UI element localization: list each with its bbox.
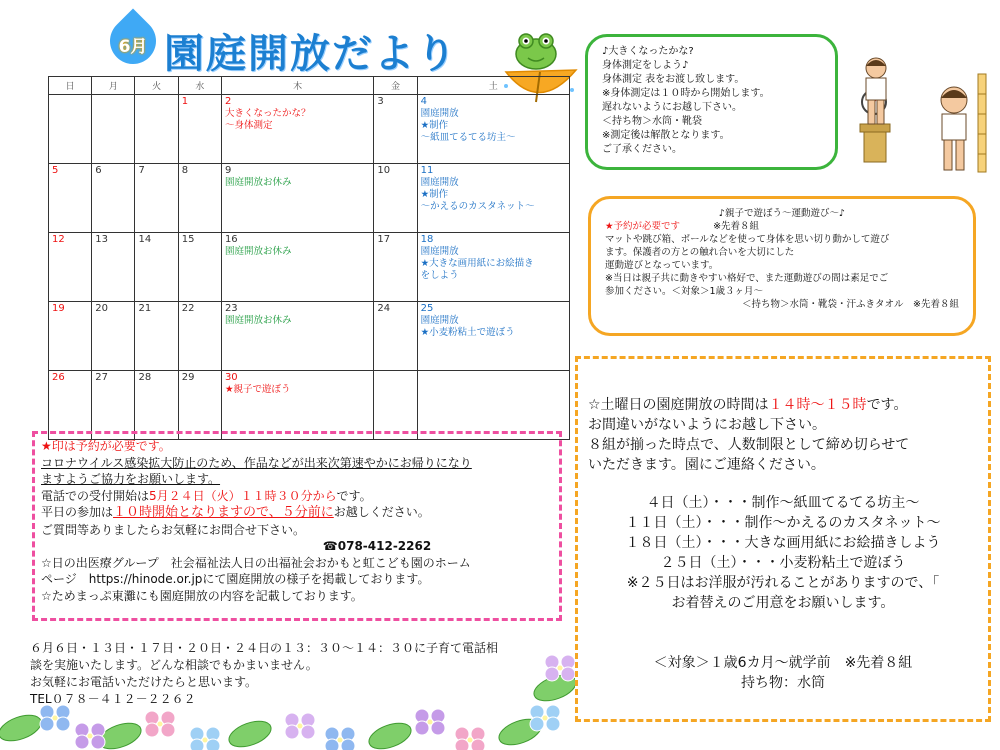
weekday-sat: 土 <box>417 77 569 95</box>
calendar-day-cell <box>417 371 569 440</box>
calendar-day-number: 6 <box>95 165 102 176</box>
weekday-thu: 木 <box>221 77 373 95</box>
calendar-day-cell <box>374 95 417 164</box>
calendar-day-cell <box>49 371 92 440</box>
consult-line: 談を実施いたします。どんな相談でもかまいません。 <box>30 658 318 672</box>
calendar-day-cell <box>135 233 178 302</box>
calendar-day-number: 25 <box>420 303 434 314</box>
measure-line: ＜持ち物＞水筒・靴袋 <box>602 116 702 127</box>
calendar-day-number: 16 <box>224 234 238 245</box>
consult-line: お気軽にお電話いただけたらと思います。 <box>30 675 258 689</box>
exercise-play-box <box>588 196 976 336</box>
consult-line: ６月６日・１３日・１７日・２０日・２４日の１３：３０〜１４：３０に子育て電話相 <box>30 641 499 655</box>
calendar-day-cell <box>178 164 221 233</box>
calendar-day-number: 26 <box>52 372 65 383</box>
exercise-items: ＜持ち物＞水筒・靴袋・汗ふきタオル ※先着８組 <box>742 299 959 310</box>
phone-consultation-note <box>30 640 560 708</box>
calendar-day-cell <box>417 164 569 233</box>
calendar-day-number: 30 <box>224 372 238 383</box>
calendar-day-number: 27 <box>95 372 108 383</box>
calendar-day-cell <box>49 233 92 302</box>
calendar-day-number: 15 <box>181 234 195 245</box>
saturday-info-box <box>575 356 991 722</box>
calendar-day-number: 14 <box>138 234 152 245</box>
saturday-line: ８組が揃った時点で、人数制限として締め切らせて <box>588 437 910 453</box>
exercise-line: 参加ください。＜対象＞1歳３ヶ月〜 <box>605 286 764 297</box>
notice-box <box>32 431 562 621</box>
calendar-day-number: 1 <box>181 96 189 107</box>
calendar-day-number: 10 <box>377 165 391 176</box>
group-note: ☆日の出医療グループ 社会福祉法人日の出福祉会おかもと虹こども園のホーム <box>41 555 471 570</box>
calendar-day-cell <box>92 302 135 371</box>
calendar-day-cell <box>374 233 417 302</box>
calendar-day-number: 4 <box>420 96 427 107</box>
weekday-start-time: １０時開始となりますので、５分前に <box>113 505 334 520</box>
month-label: 6月 <box>118 37 148 57</box>
calendar-day-cell <box>374 164 417 233</box>
covid-note: ますようご協力をお願いします。 <box>41 472 221 486</box>
calendar-day-cell <box>221 371 373 440</box>
consult-line: TEL０７８－４１２－２２６２ <box>30 692 196 706</box>
reservation-required: ★予約が必要です <box>605 221 681 232</box>
calendar-day-number: 11 <box>420 165 434 176</box>
calendar-day-cell <box>49 95 92 164</box>
covid-note: コロナウイルス感染拡大防止のため、作品などが出来次第速やかにお帰りになり <box>41 455 472 470</box>
calendar-day-number: 23 <box>224 303 238 314</box>
calendar-day-number: 5 <box>52 165 59 176</box>
exercise-line: マットや跳び箱、ボールなどを使って身体を思い切り動かして遊び <box>605 234 890 245</box>
phone-reception-date: 5月２４日（火）１１時３０分から <box>149 488 337 503</box>
exercise-line: 運動遊びとなっています。 <box>605 260 719 271</box>
calendar-day-cell <box>135 95 178 164</box>
exercise-title: ♪親子で遊ぼう〜運動遊び〜♪ <box>718 208 846 219</box>
calendar-day-cell <box>49 164 92 233</box>
calendar-day-number: 19 <box>52 303 65 314</box>
calendar-week-row <box>49 302 570 371</box>
schedule-item: ４日（土）・・・制作〜紙皿てるてる坊主〜 <box>646 495 920 511</box>
calendar-day-number: 9 <box>224 165 232 176</box>
kids-measuring-icon <box>846 54 996 184</box>
schedule-item: １１日（土）・・・制作〜かえるのカスタネット〜 <box>625 515 941 531</box>
calendar-day-number: 7 <box>138 165 145 176</box>
calendar-week-row <box>49 95 570 164</box>
measure-line: 遅れないようにお越し下さい。 <box>602 102 742 113</box>
calendar-day-cell <box>417 302 569 371</box>
calendar <box>48 76 570 440</box>
calendar-day-number: 20 <box>95 303 108 314</box>
measure-line: 身体測定 表をお渡し致します。 <box>602 74 745 85</box>
phone-number: ☎078-412-2262 <box>322 539 432 553</box>
calendar-week-row <box>49 371 570 440</box>
saturday-line: いただきます。園にご連絡ください。 <box>588 457 825 473</box>
calendar-event: 園庭開放 ★大きな画用紙にお絵描き をしよう <box>420 246 534 281</box>
raindrop-icon <box>104 12 160 74</box>
weekday-note-label: 平日の参加は <box>41 505 114 519</box>
phone-reception-suffix: です。 <box>336 488 372 503</box>
calendar-event: 園庭開放 ★小麦粉粘土で遊ぼう <box>420 315 515 338</box>
calendar-event: 園庭開放お休み <box>224 315 292 326</box>
calendar-day-cell <box>221 95 373 164</box>
calendar-day-number: 21 <box>138 303 152 314</box>
saturday-time-label: ☆土曜日の園庭開放の時間は <box>588 397 769 413</box>
calendar-day-cell <box>92 371 135 440</box>
calendar-day-number: 18 <box>420 234 434 245</box>
calendar-day-cell <box>178 302 221 371</box>
saturday-items: 持ち物：水筒 <box>741 675 825 691</box>
calendar-day-cell <box>417 233 569 302</box>
calendar-day-cell <box>135 371 178 440</box>
calendar-event: 大きくなったかな？ 〜身体測定 <box>224 108 311 131</box>
calendar-day-cell <box>221 302 373 371</box>
measure-line: ご了承ください。 <box>602 144 682 155</box>
calendar-day-cell <box>178 95 221 164</box>
calendar-day-number: 28 <box>138 372 152 383</box>
saturday-time-suffix: です。 <box>866 397 908 413</box>
calendar-day-cell <box>135 164 178 233</box>
page-title: 園庭開放だより <box>164 31 458 77</box>
reserve-note: ★印は予約が必要です。 <box>41 439 171 453</box>
exercise-line: ※当日は親子共に動きやすい格好で、また運動遊びの間は素足でご <box>605 273 889 284</box>
calendar-event: 園庭開放 ★制作 〜紙皿てるてる坊主〜 <box>420 108 516 143</box>
weekday-wed: 水 <box>178 77 221 95</box>
calendar-event: 園庭開放お休み <box>224 246 292 257</box>
measure-line: ♪大きくなったかな? <box>602 46 694 57</box>
schedule-item: １８日（土）・・・大きな画用紙にお絵描きしよう <box>625 535 941 551</box>
calendar-day-number: 24 <box>377 303 391 314</box>
calendar-day-cell <box>178 233 221 302</box>
group-note: ☆ためまっぷ東灘にも園庭開放の内容を記載しております。 <box>41 588 363 603</box>
calendar-day-number: 3 <box>377 96 384 107</box>
calendar-day-cell <box>221 233 373 302</box>
calendar-day-number: 29 <box>181 372 195 383</box>
weekday-fri: 金 <box>374 77 417 95</box>
measure-line: ※測定後は解散となります。 <box>602 130 730 141</box>
calendar-day-cell <box>374 371 417 440</box>
calendar-day-cell <box>135 302 178 371</box>
group-note: ページ https://hinode.or.jpにて園庭開放の様子を掲載しております。 <box>41 572 430 586</box>
saturday-target: ＜対象＞１歳6カ月〜就学前 ※先着８組 <box>653 655 913 671</box>
calendar-week-row <box>49 233 570 302</box>
weekday-sun: 日 <box>49 77 92 95</box>
calendar-event: ★親子で遊ぼう <box>224 384 291 395</box>
calendar-weekday-row <box>49 77 570 95</box>
calendar-day-cell <box>92 164 135 233</box>
weekday-tue: 火 <box>135 77 178 95</box>
calendar-day-number: 17 <box>377 234 391 245</box>
measurement-info-box <box>585 34 838 170</box>
saturday-time: １４時〜１５時 <box>768 397 867 413</box>
calendar-day-number: 8 <box>181 165 189 176</box>
calendar-day-cell <box>221 164 373 233</box>
phone-reception-label: 電話での受付開始は <box>41 488 150 503</box>
reservation-limit: ※先着８組 <box>713 221 760 232</box>
schedule-item: ２５日（土）・・・小麦粉粘土で遊ぼう <box>660 555 906 571</box>
exercise-line: ます。保護者の方との触れ合いを大切にした <box>605 247 795 258</box>
calendar-event: 園庭開放お休み <box>224 177 292 188</box>
schedule-note: ※２５日はお洋服が汚れることがありますので、「 <box>626 575 940 591</box>
calendar-day-cell <box>178 371 221 440</box>
calendar-day-number: 12 <box>52 234 65 245</box>
calendar-day-cell <box>374 302 417 371</box>
schedule-note: お着替えのご用意をお願いします。 <box>671 595 895 611</box>
calendar-day-number: 22 <box>181 303 195 314</box>
calendar-day-cell <box>49 302 92 371</box>
calendar-day-cell <box>92 233 135 302</box>
measure-line: 身体測定をしよう♪ <box>602 60 689 71</box>
weekday-note-suffix: お越しください。 <box>333 505 430 519</box>
calendar-day-number: 13 <box>95 234 108 245</box>
calendar-day-cell <box>92 95 135 164</box>
questions-note: ご質問等ありましたらお気軽にお問合せ下さい。 <box>41 522 306 537</box>
calendar-week-row <box>49 164 570 233</box>
measure-line: ※身体測定は１０時から開始します。 <box>602 88 770 99</box>
calendar-day-number: 2 <box>224 96 232 107</box>
calendar-day-cell <box>417 95 569 164</box>
calendar-event: 園庭開放 ★制作 〜かえるのカスタネット〜 <box>420 177 535 212</box>
weekday-mon: 月 <box>92 77 135 95</box>
saturday-line: お間違いがないようにお越し下さい。 <box>588 417 826 433</box>
